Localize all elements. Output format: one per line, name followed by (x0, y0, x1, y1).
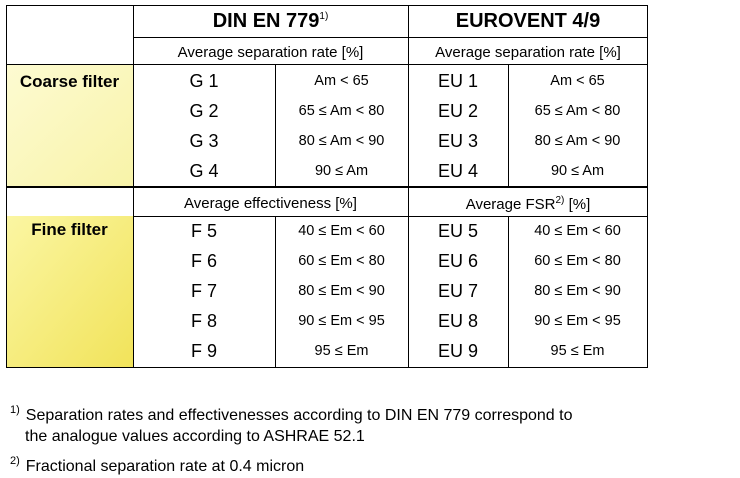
fine-eu-class: EU 8 (437, 311, 479, 331)
coarse-filter-label: Coarse filter (19, 72, 120, 91)
fine-eu-range: 40 ≤ Em < 60 (534, 223, 621, 239)
coarse-eu-range: Am < 65 (550, 73, 605, 89)
coarse-din-range: 65 ≤ Am < 80 (298, 103, 385, 119)
footnote-1-text: Separation rates and effectivenesses according to DIN EN 779 correspond to (25, 407, 573, 424)
coarse-din-class: G 2 (189, 101, 219, 121)
footnote-1-mark: 1) (10, 404, 20, 416)
coarse-din-range: Am < 65 (314, 73, 369, 89)
coarse-eu-class: EU 2 (437, 101, 479, 121)
eurovent-title: EUROVENT 4/9 (455, 10, 601, 32)
din-title: DIN EN 779 (212, 10, 320, 32)
footnote-2-mark: 2) (10, 455, 20, 467)
footnote-1-line-2: the analogue values according to ASHRAE 52.1 (25, 428, 365, 445)
fine-din-class: F 7 (190, 281, 217, 301)
eu-coarse-subheader: Average separation rate [%] (435, 44, 621, 61)
fine-eu-class: EU 6 (437, 251, 479, 271)
coarse-eu-class: EU 4 (437, 161, 479, 181)
coarse-din-class: G 1 (189, 71, 219, 91)
coarse-din-class: G 4 (189, 161, 219, 181)
coarse-din-class: G 3 (189, 131, 219, 151)
coarse-din-range: 90 ≤ Am (314, 163, 369, 179)
fine-din-class: F 9 (190, 341, 217, 361)
eurovent-header (408, 10, 648, 33)
footnote-2-text: Fractional separation rate at 0.4 micron (25, 458, 305, 475)
coarse-eu-class: EU 1 (437, 71, 479, 91)
fine-din-class: F 6 (190, 251, 217, 271)
coarse-eu-range: 65 ≤ Am < 80 (534, 103, 621, 119)
coarse-eu-range: 80 ≤ Am < 90 (534, 133, 621, 149)
footnote-1-line-1 (10, 404, 572, 425)
fine-din-range: 80 ≤ Em < 90 (298, 283, 385, 299)
din-coarse-subheader: Average separation rate [%] (177, 44, 364, 61)
din-fine-subheader: Average effectiveness [%] (184, 195, 357, 212)
eu-fine-subheader-unit: [%] (568, 196, 591, 213)
fine-filter-label: Fine filter (31, 220, 108, 239)
fine-eu-range: 95 ≤ Em (550, 343, 605, 359)
fine-eu-range: 80 ≤ Em < 90 (534, 283, 621, 299)
footnote-2 (10, 455, 304, 476)
fine-eu-class: EU 9 (437, 341, 479, 361)
fine-din-range: 40 ≤ Em < 60 (298, 223, 385, 239)
eu-fine-subheader-text: Average FSR (465, 196, 556, 213)
fine-eu-class: EU 7 (437, 281, 479, 301)
din-note-mark: 1) (319, 11, 329, 22)
din-header (133, 10, 408, 33)
eu-fine-note-mark: 2) (555, 195, 565, 206)
coarse-eu-class: EU 3 (437, 131, 479, 151)
coarse-din-range: 80 ≤ Am < 90 (298, 133, 385, 149)
fine-din-range: 90 ≤ Em < 95 (298, 313, 385, 329)
eu-fine-subheader (408, 195, 648, 213)
fine-din-range: 95 ≤ Em (314, 343, 369, 359)
coarse-eu-range: 90 ≤ Am (550, 163, 605, 179)
fine-eu-range: 90 ≤ Em < 95 (534, 313, 621, 329)
fine-din-range: 60 ≤ Em < 80 (298, 253, 385, 269)
fine-din-class: F 5 (190, 221, 217, 241)
fine-eu-range: 60 ≤ Em < 80 (534, 253, 621, 269)
fine-eu-class: EU 5 (437, 221, 479, 241)
fine-din-class: F 8 (190, 311, 217, 331)
